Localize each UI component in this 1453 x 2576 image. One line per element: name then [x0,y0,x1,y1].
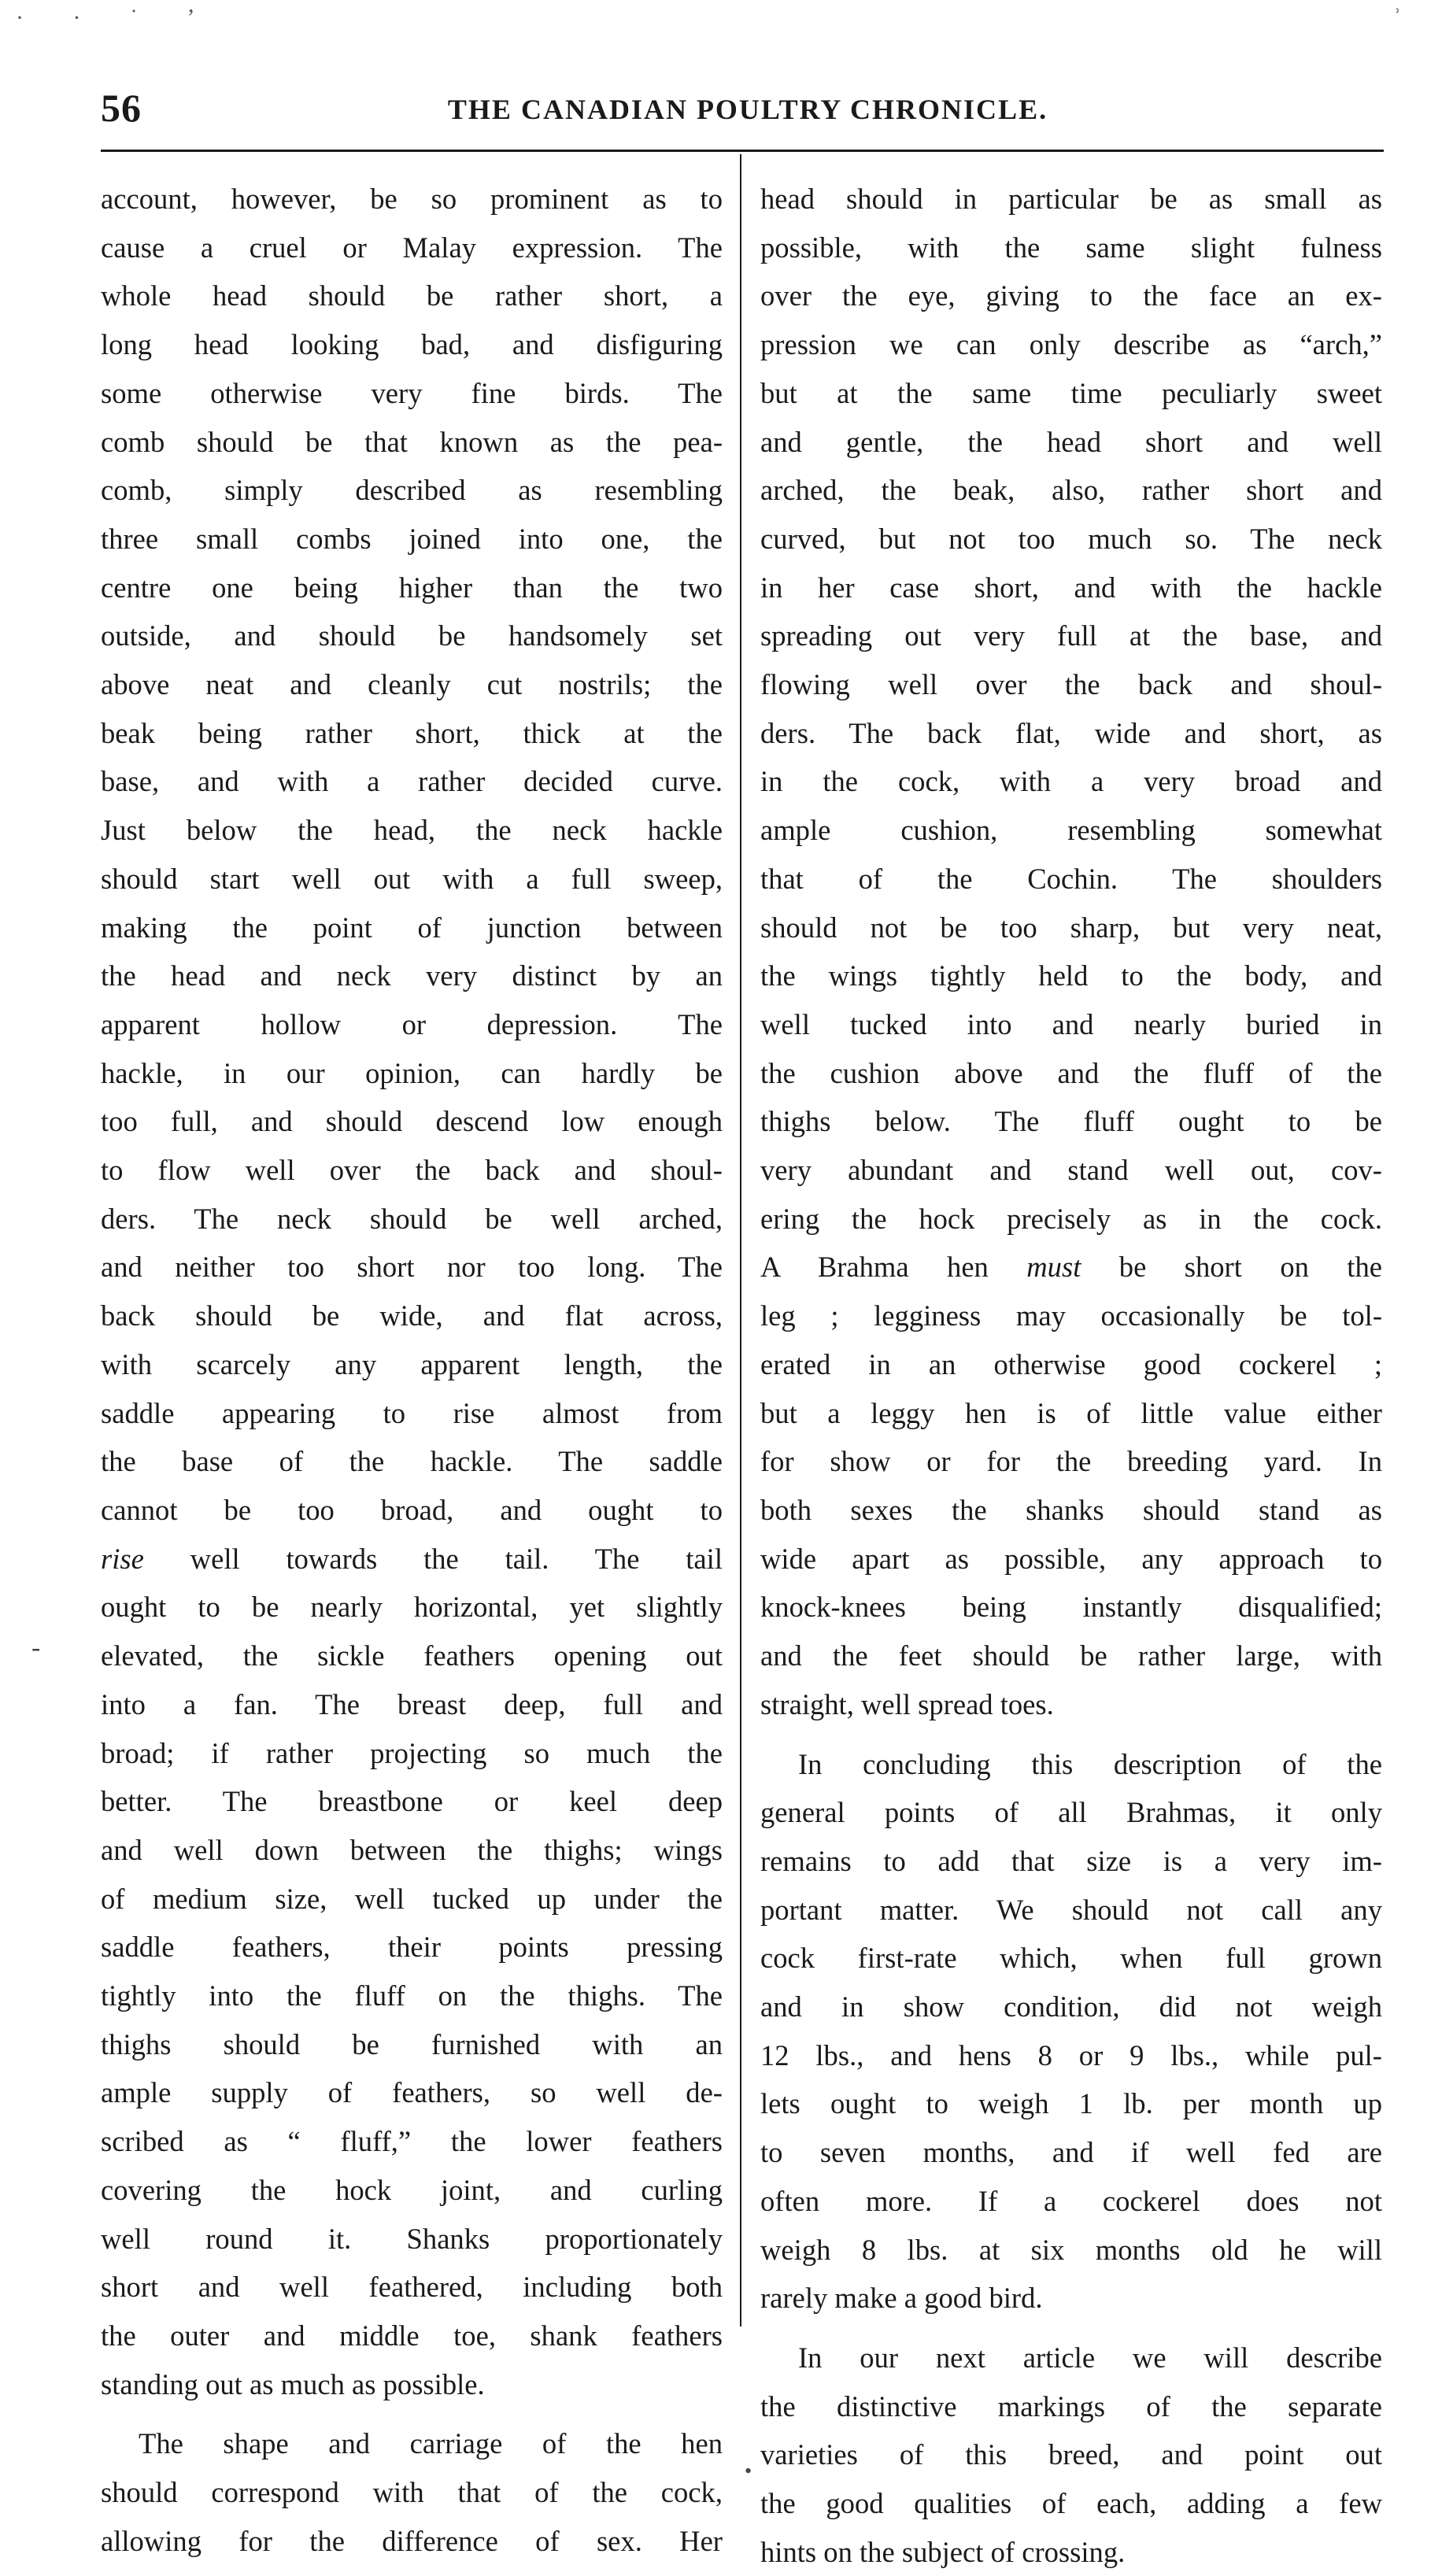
text-line: saddle appearing to rise almost from [101,1396,723,1429]
text-line: above neat and cleanly cut nostrils; the [101,668,723,701]
right-column [760,175,1382,2576]
print-speck-bottom: • [745,2460,752,2482]
text-line: but a leggy hen is of little value either [760,1396,1382,1429]
text-line: that of the Cochin. The shoulders [760,862,1382,895]
text-line [101,1535,723,1584]
header-rule [101,150,1384,152]
text-line: and gentle, the head short and well [760,425,1382,458]
text-line: often more. If a cockerel does not [760,2184,1382,2217]
text-line: spreading out very full at the base, and [760,619,1382,652]
text-line: tightly into the fluff on the thighs. The [101,1979,723,2012]
text-line: and the feet should be rather large, with [760,1639,1382,1672]
text-line: the base of the hackle. The saddle [101,1445,723,1478]
text-line: knock-knees being instantly disqualified; [760,1591,1382,1624]
text-line: of medium size, well tucked up under the [101,1882,723,1915]
text-line: remains to add that size is a very im- [760,1844,1382,1877]
text-line: weigh 8 lbs. at six months old he will [760,2233,1382,2266]
text-line: hints on the subject of crossing. [760,2535,1126,2568]
text-line: thighs below. The fluff ought to be [760,1105,1382,1138]
text-line: and well down between the thighs; wings [101,1833,723,1866]
text-line: saddle feathers, their points pressing [101,1931,723,1964]
text-line: making the point of junction between [101,911,723,944]
text-line: for show or for the breeding yard. In [760,1445,1382,1478]
text-segment: well towards the tail. The tail [143,1542,723,1575]
text-line: back should be wide, and flat across, [101,1299,723,1332]
text-line: pression we can only describe as “arch,” [760,328,1382,361]
text-line: leg ; legginess may occasionally be tol- [760,1299,1382,1332]
text-line: 12 lbs., and hens 8 or 9 lbs., while pul- [760,2038,1382,2072]
text-segment: be short on the [1081,1251,1382,1284]
running-title: THE CANADIAN POULTRY CHRONICLE. [447,94,1048,125]
text-line: the head and neck very distinct by an [101,959,723,992]
text-line: well round it. Shanks proportionately [101,2222,723,2255]
text-line: standing out as much as possible. [101,2367,485,2400]
text-line: Just below the head, the neck hackle [101,814,723,847]
emphasis-must: must [1026,1251,1081,1284]
text-line: should not be too sharp, but very neat, [760,911,1382,944]
text-line: covering the hock joint, and curling [101,2173,723,2206]
text-line: head should in particular be as small as [760,183,1382,215]
text-line: over the eye, giving to the face an ex- [760,279,1382,312]
text-line: ought to be nearly horizontal, yet slightly [101,1591,723,1624]
text-line: ample cushion, resembling somewhat [760,814,1382,847]
text-line: erated in an otherwise good cockerel ; [760,1347,1382,1380]
text-line: apparent hollow or depression. The [101,1007,723,1040]
text-line: In concluding this description of the [798,1747,1382,1780]
text-line: should start well out with a full sweep, [101,862,723,895]
text-line: some otherwise very fine birds. The [101,376,723,409]
text-line: to flow well over the back and shoul- [101,1154,723,1187]
text-line: In our next article we will describe [798,2341,1382,2374]
text-line: beak being rather short, thick at the [101,716,723,749]
text-line: in the cock, with a very broad and [760,765,1382,798]
text-line: whole head should be rather short, a [101,279,723,312]
text-line: to seven months, and if well fed are [760,2136,1382,2169]
text-line: comb, simply described as resembling [101,474,723,507]
text-line: allowing for the difference of sex. Her [101,2524,723,2557]
left-column [101,175,723,2565]
text-line: very abundant and stand well out, cov- [760,1154,1382,1187]
text-line: and in show condition, did not weigh [760,1990,1382,2023]
text-line: varieties of this breed, and point out [760,2438,1382,2471]
text-line: base, and with a rather decided curve. [101,765,723,798]
text-line: lets ought to weigh 1 lb. per month up [760,2087,1382,2120]
text-line: the distinctive markings of the separate [760,2389,1382,2423]
text-line: well tucked into and nearly buried in [760,1007,1382,1040]
text-line: too full, and should descend low enough [101,1105,723,1138]
text-line: possible, with the same slight fulness [760,231,1382,264]
text-line: comb should be that known as the pea- [101,425,723,458]
text-line: into a fan. The breast deep, full and [101,1687,723,1720]
text-line: broad; if rather projecting so much the [101,1736,723,1769]
text-line: flowing well over the back and shoul- [760,668,1382,701]
text-line: should correspond with that of the cock, [101,2476,723,2509]
text-line: both sexes the shanks should stand as [760,1493,1382,1526]
text-line: account, however, be so prominent as to [101,183,723,215]
text-line: the outer and middle toe, shank feathers [101,2319,723,2352]
text-line: elevated, the sickle feathers opening out [101,1639,723,1672]
text-line: hackle, in our opinion, can hardly be [101,1056,723,1089]
emphasis-rise: rise [101,1542,144,1575]
paragraph-hen-description [760,175,1382,1729]
text-line: general points of all Brahmas, it only [760,1796,1382,1829]
text-line [760,1243,1382,1292]
paragraph-cock-description [101,175,723,2408]
text-line: curved, but not too much so. The neck [760,522,1382,555]
paragraph-size [760,1740,1382,2323]
text-line: portant matter. We should not call any [760,1893,1382,1926]
text-line: the good qualities of each, adding a few [760,2487,1382,2520]
text-line: three small combs joined into one, the [101,522,723,555]
column-divider [740,154,741,2327]
text-line: the wings tightly held to the body, and [760,959,1382,992]
print-speck-top-right: ʾ [1393,3,1402,31]
text-line: but at the same time peculiarly sweet [760,376,1382,409]
text-line: scribed as “ fluff,” the lower feathers [101,2125,723,2158]
text-line: ders. The neck should be well arched, [101,1202,723,1235]
print-specks-top-left: · · ˙ ʼ [16,5,219,31]
text-line: cause a cruel or Malay expression. The [101,231,723,264]
text-line: thighs should be furnished with an [101,2027,723,2060]
text-line: with scarcely any apparent length, the [101,1347,723,1380]
text-segment: A Brahma hen [760,1251,1027,1284]
paragraph-hen-shape [101,2419,723,2565]
text-line: outside, and should be handsomely set [101,619,723,652]
text-line: ample supply of feathers, so well de- [101,2076,723,2109]
text-line: the cushion above and the fluff of the [760,1056,1382,1089]
text-line: straight, well spread toes. [760,1687,1054,1720]
text-line: in her case short, and with the hackle [760,571,1382,604]
text-line: short and well feathered, including both [101,2271,723,2304]
text-line: better. The breastbone or keel deep [101,1785,723,1818]
text-line: ering the hock precisely as in the cock. [760,1202,1382,1235]
text-line: ders. The back flat, wide and short, as [760,716,1382,749]
text-line: arched, the beak, also, rather short and [760,474,1382,507]
text-line: and neither too short nor too long. The [101,1251,723,1284]
text-line: centre one being higher than the two [101,571,723,604]
paragraph-next-article [760,2334,1382,2576]
print-speck-margin: - [31,1633,41,1662]
text-line: The shape and carriage of the hen [139,2427,723,2460]
text-line: cock first-rate which, when full grown [760,1942,1382,1975]
page-number: 56 [101,86,142,130]
text-line: rarely make a good bird. [760,2282,1043,2315]
text-line: wide apart as possible, any approach to [760,1542,1382,1575]
text-line: cannot be too broad, and ought to [101,1493,723,1526]
text-line: long head looking bad, and disfiguring [101,328,723,361]
